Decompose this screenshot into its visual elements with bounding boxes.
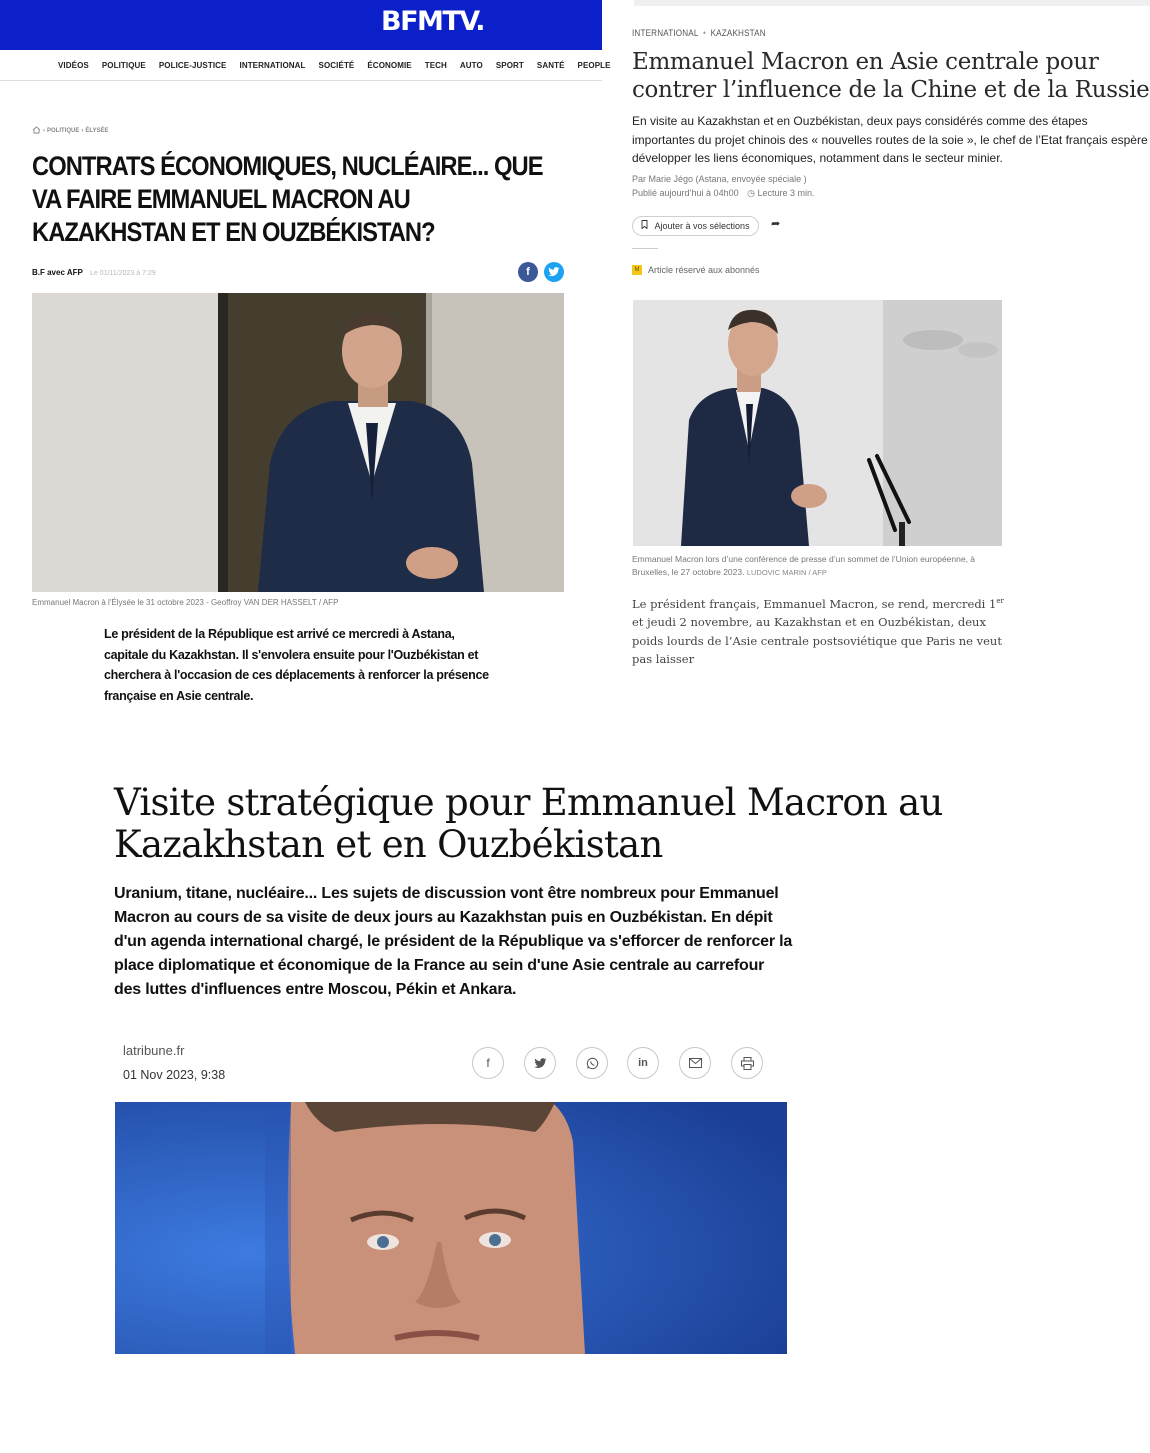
body-text: Le président français, Emmanuel Macron, se rend, mercredi 1: [632, 596, 997, 611]
facebook-icon[interactable]: f: [518, 262, 538, 282]
article-lead: Le président de la République est arrivé ce mercredi à Astana, capitale du Kazakhstan. Il s'envolera ensuite pour l'Ouzbékistan et cherchera à l'occasion de ces déplacements à renforcer la présence française en Asie centrale.: [104, 627, 489, 703]
article-title: Emmanuel Macron en Asie centrale pour contrer l’influence de la Chine et de la Russie: [632, 49, 1150, 103]
whatsapp-icon[interactable]: [576, 1047, 608, 1079]
latribune-article-panel: [0, 730, 1150, 1453]
nav-item-tech[interactable]: TECH: [424, 61, 447, 70]
header-strip: [634, 0, 1150, 6]
subscriber-notice: [632, 265, 760, 275]
title-line: KAZAKHSTAN ET EN OUZBÉKISTAN?: [32, 217, 435, 247]
publish-info: [632, 188, 815, 199]
print-icon[interactable]: [731, 1047, 763, 1079]
breadcrumb-item-elysee[interactable]: ÉLYSÉE: [85, 128, 109, 134]
author[interactable]: Par Marie Jégo (Astana, envoyée spéciale ): [632, 174, 807, 184]
subscriber-badge-icon: M: [632, 265, 642, 275]
body-text: et jeudi 2 novembre, au Kazakhstan et en Ouzbékistan, deux poids lourds de l’Asie centrale postsoviétique que Paris ne veut pas laisser: [632, 615, 1002, 667]
bfmtv-article-panel: [0, 0, 611, 730]
nav-item-sante[interactable]: SANTÉ: [536, 61, 565, 70]
article-photo: [633, 300, 1002, 546]
photo-credit: LUDOVIC MARIN / AFP: [746, 567, 827, 577]
article-photo: [115, 1102, 787, 1354]
nav-item-economie[interactable]: ÉCONOMIE: [367, 61, 412, 70]
divider: [632, 248, 658, 249]
photo-caption: Emmanuel Macron à l'Élysée le 31 octobre 2023 - Geoffroy VAN DER HASSELT / AFP: [32, 598, 339, 607]
nav-item-police-justice[interactable]: POLICE-JUSTICE: [158, 61, 227, 70]
article-photo: [32, 293, 564, 592]
body-sup: er: [996, 597, 1004, 605]
publish-date: Le 01/11/2023 à 7:29: [90, 270, 156, 277]
title-line: CONTRATS ÉCONOMIQUES, NUCLÉAIRE... QUE: [32, 151, 543, 181]
publish-date: 01 Nov 2023, 9:38: [123, 1068, 226, 1082]
bfmtv-logo[interactable]: BFMTV.: [381, 6, 484, 37]
add-to-selection-button[interactable]: [632, 216, 759, 236]
nav-item-sport[interactable]: SPORT: [495, 61, 524, 70]
rubric-kazakhstan[interactable]: KAZAKHSTAN: [710, 28, 766, 38]
add-to-selection-label: Ajouter à vos sélections: [654, 221, 750, 231]
chevron-right-icon: ›: [43, 128, 45, 134]
breadcrumb: INTERNATIONAL • KAZAKHSTAN: [632, 28, 766, 38]
author: B.F avec AFP: [32, 268, 83, 277]
twitter-icon[interactable]: [544, 262, 564, 282]
share-icon[interactable]: ➦: [771, 218, 781, 230]
facebook-icon[interactable]: f: [472, 1047, 504, 1079]
home-icon[interactable]: [32, 126, 41, 136]
reading-time: Lecture 3 min.: [757, 188, 815, 198]
photo-caption: [632, 553, 1012, 579]
bfmtv-main-nav: [0, 50, 611, 81]
photo-caption-text: Emmanuel Macron lors d’une conférence de presse d’un sommet de l’Union européenne, à Bruxelles, le 27 octobre 2023.: [632, 554, 976, 577]
nav-item-international[interactable]: INTERNATIONAL: [239, 61, 306, 70]
byline: [32, 268, 156, 277]
article-title: Visite stratégique pour Emmanuel Macron au Kazakhstan et en Ouzbékistan: [114, 781, 943, 866]
nav-item-auto[interactable]: AUTO: [459, 61, 483, 70]
breadcrumb-item-politique[interactable]: POLITIQUE: [47, 128, 80, 134]
lemonde-article-panel: [630, 0, 1150, 730]
article-lead: Uranium, titane, nucléaire... Les sujets de discussion vont être nombreux pour Emmanuel Macron au cours de sa visite de deux jours au Kazakhstan puis en Ouzbékistan. En dépit d'un agenda international chargé, le président de la République va s'efforcer de renforcer la place diplomatique et économique de la France au sein d'une Asie centrale au carrefour des luttes d'influences entre Moscou, Pékin et Ankara.: [114, 885, 793, 998]
rubric-international[interactable]: INTERNATIONAL: [632, 28, 699, 38]
article-body: [632, 592, 1004, 669]
article-title: [32, 150, 543, 249]
email-icon[interactable]: [679, 1047, 711, 1079]
chevron-right-icon: ›: [81, 128, 84, 134]
nav-item-politique[interactable]: POLITIQUE: [101, 61, 146, 70]
nav-item-people[interactable]: PEOPLE: [577, 61, 611, 70]
publish-date: Publié aujourd’hui à 04h00: [632, 188, 739, 198]
bfmtv-header-bar: [0, 0, 602, 50]
clock-icon: ◷: [747, 188, 755, 198]
bookmark-icon: [641, 221, 651, 231]
twitter-icon[interactable]: [524, 1047, 556, 1079]
subscriber-label: Article réservé aux abonnés: [648, 265, 760, 275]
title-line: VA FAIRE EMMANUEL MACRON AU: [32, 184, 410, 214]
article-summary: En visite au Kazakhstan et en Ouzbékistan, deux pays considérés comme des étapes importantes du projet chinois des « nouvelles routes de la soie », le chef de l’Etat français espère développer les liens économiques, notamment dans le secteur minier.: [632, 114, 1148, 165]
source[interactable]: latribune.fr: [123, 1043, 185, 1058]
breadcrumb: [32, 126, 110, 136]
nav-item-videos[interactable]: VIDÉOS: [58, 61, 89, 70]
linkedin-icon[interactable]: in: [627, 1047, 659, 1079]
nav-item-societe[interactable]: SOCIÉTÉ: [318, 61, 355, 70]
